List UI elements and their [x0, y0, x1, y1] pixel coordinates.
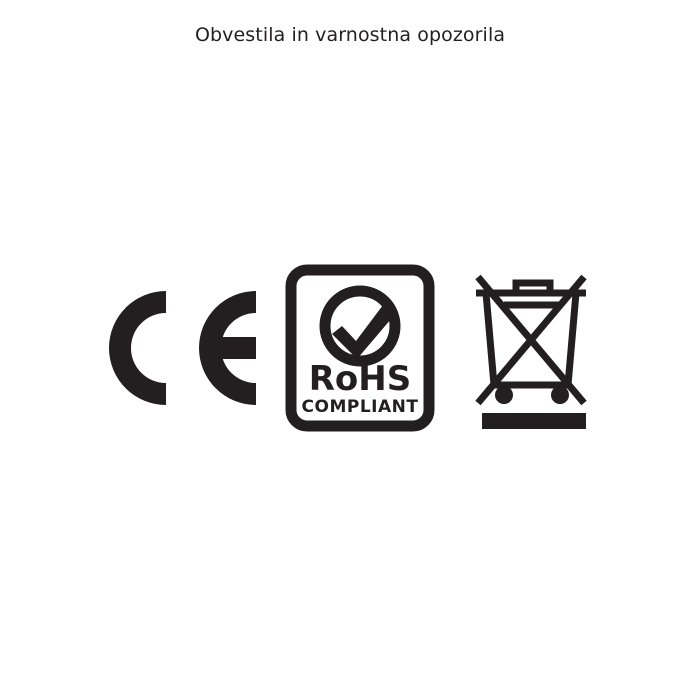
- rohs-line1-text: RoHS: [308, 358, 412, 399]
- rohs-compliant-symbol: [273, 255, 448, 440]
- crossed-out-wheeled-bin-icon: [468, 263, 598, 433]
- compliance-symbol-row: [0, 255, 700, 440]
- weee-symbol: [448, 255, 618, 440]
- page-title: Obvestila in varnostna opozorila: [194, 24, 506, 46]
- ce-mark-icon: [88, 273, 268, 423]
- rohs-compliant-icon: [285, 264, 435, 432]
- ce-marking-symbol: [83, 255, 273, 440]
- rohs-line2-text: COMPLIANT: [301, 396, 419, 417]
